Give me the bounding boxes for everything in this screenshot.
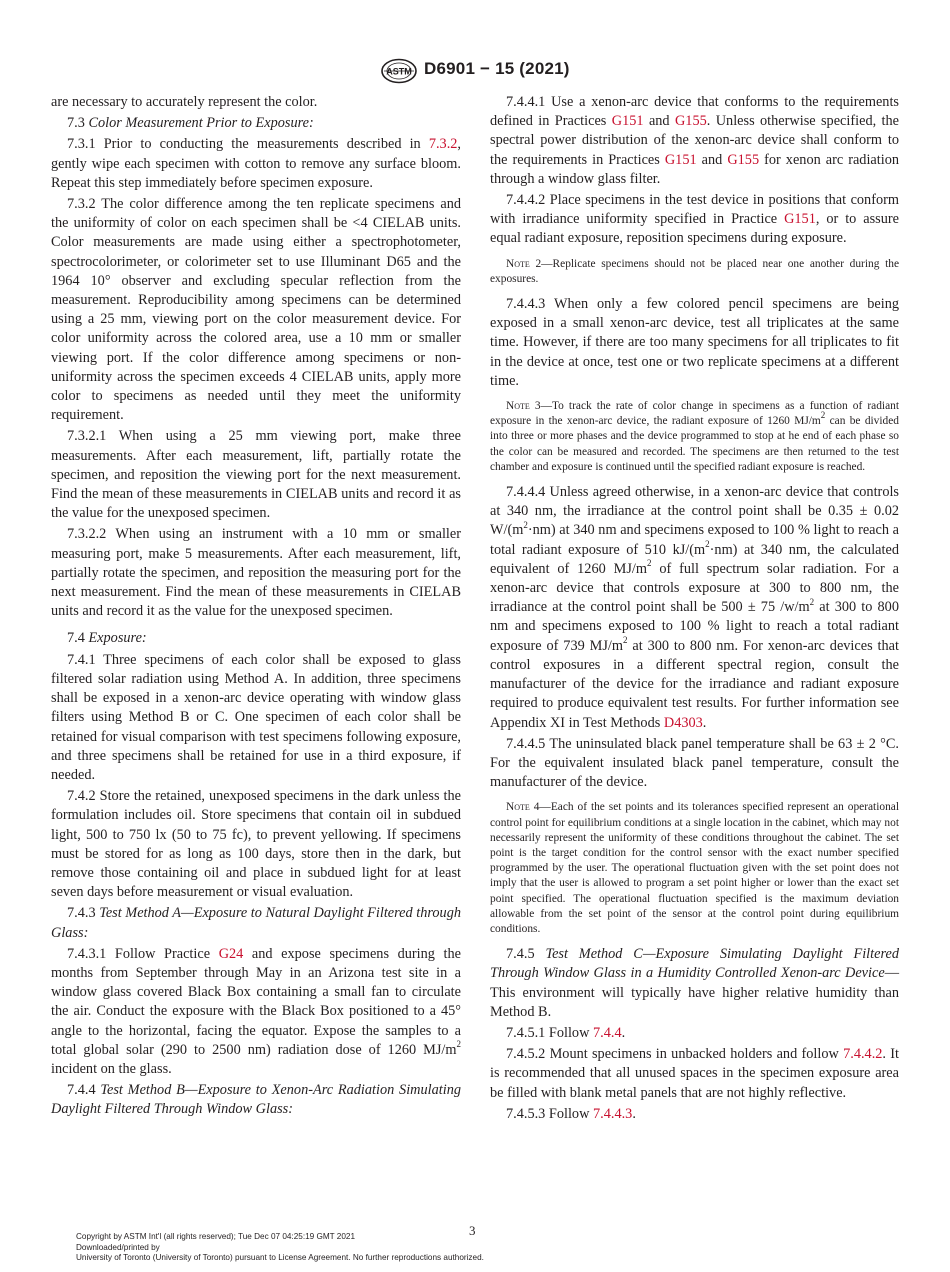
standard-link[interactable]: G155 <box>674 113 707 130</box>
standard-link[interactable]: G151 <box>664 151 697 168</box>
footer-line: Downloaded/printed by <box>76 1242 160 1252</box>
left-column <box>51 93 461 1122</box>
section-heading: 7.4.5 Test Method C—Exposure Simulating Daylight Filtered Through Window Glass in a Humidity Controlled Xenon-arc Device—This environment will typically have higher relative humidity than Method B. <box>490 946 900 1020</box>
standard-link[interactable]: D4303 <box>663 714 703 731</box>
page-number: 3 <box>469 1223 476 1238</box>
paragraph: 7.4.3.1 Follow Practice G24 and expose specimens during the months from September through May in an Arizona test site in a window glass covered Black Box containing a small fan to circulate the air. Conduct the exposure with the Black Box positioned to a 45° angle to the horizontal, facing the equator. Expose the samples to a total global solar (290 to 2500 nm) radiation dose of 1260 $MJ/m^2$ incident on the glass. <box>51 945 462 1077</box>
standard-link[interactable]: G151 <box>784 211 816 228</box>
section-heading: 7.4.3 Test Method A—Exposure to Natural Daylight Filtered through Glass: <box>51 905 462 941</box>
paragraph: 7.4.5.3 Follow 7.4.4.3. <box>506 1105 636 1122</box>
document-id: D6901 − 15 (2021) <box>424 59 570 78</box>
page-header <box>0 58 950 88</box>
section-link[interactable]: 7.4.4.2 <box>843 1046 883 1063</box>
paragraph: 7.4.4.5 The uninsulated black panel temperature shall be 63 ± 2 °C. For the equivalent insulated black panel temperature, consult the manufacturer of the device. <box>490 735 899 791</box>
paragraph: 7.4.4.3 When only a few colored pencil specimens are being exposed in a small xenon-arc device, test all triplicates at the same time. However, if there are too many specimens for all triplicates to fit in the device at once, test one or two replicate specimens at a different time. <box>490 296 899 389</box>
paragraph: 7.3.2.2 When using an instrument with a 10 mm or smaller measuring port, make 5 measurements. After each measurement, lift, partially rotate the specimen, and reposition the measuring port for the next measurement. Find the mean of these measurements in CIELAB units and record it as the value for the unexposed specimen. <box>51 526 461 620</box>
paragraph: 7.4.5.2 Mount specimens in unbacked holders and follow 7.4.4.2. It is recommended that all unused spaces in the specimen exposure area be filled with blank metal panels that are not highly reflective. <box>490 1046 899 1101</box>
note: Note 2—Replicate specimens should not be placed near one another during the exposures. <box>490 257 899 285</box>
footer-line: University of Toronto (University of Toronto) pursuant to License Agreement. No further reproductions authorized. <box>76 1253 484 1262</box>
paragraph: 7.4.2 Store the retained, unexposed specimens in the dark unless the formulation includes oil. Store specimens that contain oil in subdued light, 500 to 750 lx (50 to 75 fc), to prevent yellowing. If specimens must be stored for as long as 100 days, store then in the dark, but remove those containing oil and place in subdued light for at least seven days before measurement or visual evaluation. <box>51 788 461 901</box>
paragraph: 7.3.2.1 When using a 25 mm viewing port, make three measurements. After each measurement, lift, partially rotate the specimen, and reposition the viewing port for the next measurement. Find the mean of these measurements in CIELAB units and record it as the value for the unexposed specimen. <box>51 428 461 522</box>
standard-link[interactable]: G151 <box>611 113 644 130</box>
paragraph: 7.4.4.4 Unless agreed otherwise, in a xenon-arc device that controls at 340 nm, the irradiance at the control point shall be 0.35 ± 0.02 $W/(m^2\cdot nm)$ at 340 nm and specimens exposed to 100 % light to reach a total radiant exposure of 510 $kJ/(m^2\cdot nm)$ at 340 nm, the calculated equivalent of 1260 $MJ/m^2$ of full spectrum solar radiation. For a xenon-arc device that controls exposure at 300 to 800 nm, the irradiance at the control point shall be 500 ± 75 $/w/m^2$ at 300 to 800 nm and specimens exposed to 100 % light to reach a total radiant exposure of 739 $MJ/m^2$ at 300 to 800 nm. For xenon-arc devices that control exposures in a different spectral region, consult the manufacturer of the device for the irradiance and radiant exposure required to produce equivalent test results. For further information see Appendix XI in Test Methods D4303. <box>490 484 899 731</box>
section-heading: 7.3 Color Measurement Prior to Exposure: <box>67 115 314 132</box>
right-column <box>490 93 899 1126</box>
footer-line: Copyright by ASTM Int'l (all rights reserved); Tue Dec 07 04:25:19 GMT 2021 <box>76 1232 356 1241</box>
astm-logo-icon <box>380 58 418 84</box>
section-heading: 7.4.4 Test Method B—Exposure to Xenon-Arc Radiation Simulating Daylight Filtered Through Window Glass: <box>51 1082 461 1118</box>
section-link[interactable]: 7.3.2 <box>428 136 458 153</box>
paragraph: are necessary to accurately represent the color. <box>51 94 318 110</box>
paragraph: 7.3.2 The color difference among the ten replicate specimens and the uniformity of color on each specimen shall be <4 CIELAB units. Color measurements are made using either a spectrophotometer, spectrocolorimeter, or colorimeter set to use Illuminant D65 and the 1964 10° observer and excluding specular reflection from the measurement. Reproducibility among specimens can be determined using a 25 mm, viewing port on the color measurement device. For color uniformity across the colored area, use a 10 mm or smaller viewing port. If the color difference among specimens or non-uniformity across the specimen exceeds 4 CIELAB units, apply more color to specimens as needed until they meet the uniformity requirement. <box>51 196 461 424</box>
note: Note 4—Each of the set points and its tolerances specified represent an operational control point for equilibrium conditions at a single location in the cabinet, which may not necessarily represent the uniformity of these conditions throughout the cabinet. The set point is the target condition for the control sensor with the exact number specified programmed by the user. The operational fluctuation given with the set point does not imply that the user is allowed to program a set point higher or lower than the exact set point specified. The operational fluctuation specified is the maximum deviation allowable from the set point of the sensor at the control point during equilibrium conditions. <box>490 801 899 935</box>
note: Note 3—To track the rate of color change in specimens as a function of radiant exposure in the xenon-arc device, the radiant exposure of 1260 $MJ/m^2$ can be divided into three or more phases and the device programmed to stop at he end of each phase so the color can be measured and recorded. The specimens are then returned to the test chamber and exposure is continued until the specified radiant exposure is reached. <box>490 400 899 473</box>
paragraph: 7.3.1 Prior to conducting the measurements described in 7.3.2, gently wipe each specimen with cotton to remove any surface bloom. Repeat this step immediately before specimen exposure. <box>51 136 461 191</box>
paragraph: 7.4.4.1 Use a xenon-arc device that conforms to the requirements defined in Practices G151 and G155. Unless otherwise specified, the spectral power distribution of the xenon-arc device shall conform to the requirements in Practices G151 and G155 for xenon arc radiation through a window glass filter. <box>490 94 900 187</box>
section-link[interactable]: 7.4.4 <box>593 1024 622 1041</box>
standard-link[interactable]: G24 <box>218 945 244 962</box>
section-link[interactable]: 7.4.4.3 <box>593 1105 633 1122</box>
paragraph: 7.4.4.2 Place specimens in the test device in positions that conform with irradiance uniformity specified in Practice G151, or to assure equal radiant exposure, reposition specimens during exposure. <box>490 192 899 247</box>
paragraph: 7.4.5.1 Follow 7.4.4. <box>506 1024 626 1041</box>
svg-text:ASTM: ASTM <box>386 66 412 77</box>
paragraph: 7.4.1 Three specimens of each color shall be exposed to glass filtered solar radiation using Method A. In addition, three specimens shall be exposed in a xenon-arc device operating with window glass filters using Method B or C. One specimen of each color shall be retained for visual comparison with test specimens following exposure, and three specimens shall be retained for use in a third exposure, if needed. <box>51 651 461 783</box>
standard-link[interactable]: G155 <box>727 151 760 168</box>
section-heading: 7.4 Exposure: <box>67 630 147 647</box>
copyright-footer <box>76 1232 484 1264</box>
